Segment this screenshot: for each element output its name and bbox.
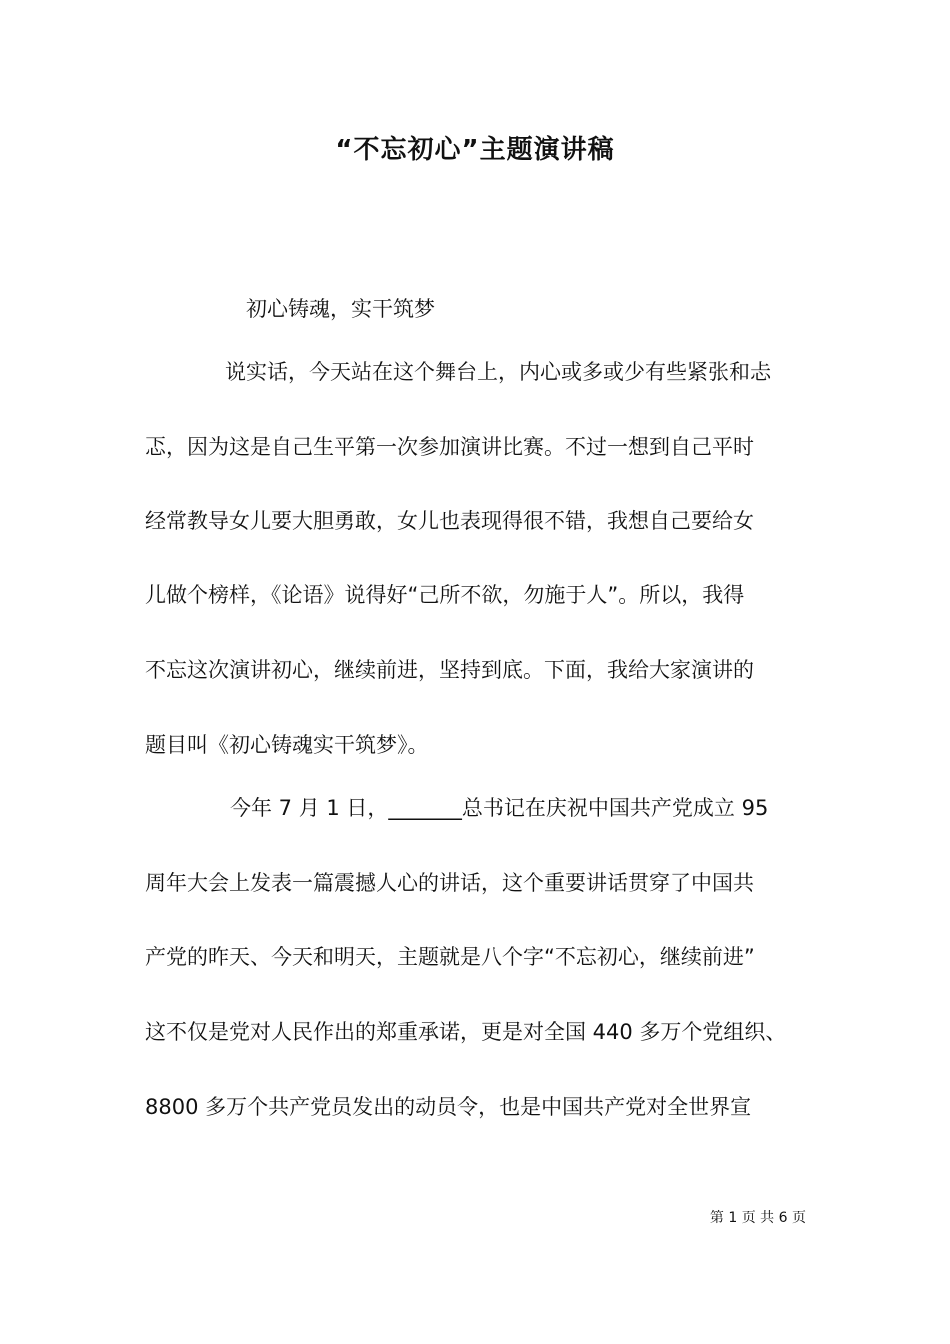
paragraph-line: 儿做个榜样，《论语》说得好“己所不欲，勿施于人”。所以，我得 [145,583,745,607]
paragraph-line: 8800 多万个共产党员发出的动员令，也是中国共产党对全世界宣 [145,1095,752,1119]
paragraph-line: 今年 7 月 1 日，_______总书记在庆祝中国共产党成立 95 [230,796,769,820]
paragraph-line: 说实话，今天站在这个舞台上，内心或多或少有些紧张和忐 [225,360,771,384]
paragraph-line: 忑，因为这是自己生平第一次参加演讲比赛。不过一想到自己平时 [145,435,754,459]
paragraph-line: 这不仅是党对人民作出的郑重承诺，更是对全国 440 多万个党组织、 [145,1020,787,1044]
page-number: 第 1 页 共 6 页 [709,1210,806,1226]
paragraph-line: 题目叫《初心铸魂实干筑梦》。 [145,733,429,757]
document-title: “不忘初心”主题演讲稿 [335,135,615,165]
paragraph-line: 产党的昨天、今天和明天，主题就是八个字“不忘初心，继续前进” [145,945,755,969]
paragraph-line: 经常教导女儿要大胆勇敢，女儿也表现得很不错，我想自己要给女 [145,509,754,533]
paragraph-line: 不忘这次演讲初心，继续前进，坚持到底。下面，我给大家演讲的 [145,658,754,682]
paragraph-line: 周年大会上发表一篇震撼人心的讲话，这个重要讲话贯穿了中国共 [145,871,754,895]
speech-subtitle: 初心铸魂，实干筑梦 [246,297,435,321]
